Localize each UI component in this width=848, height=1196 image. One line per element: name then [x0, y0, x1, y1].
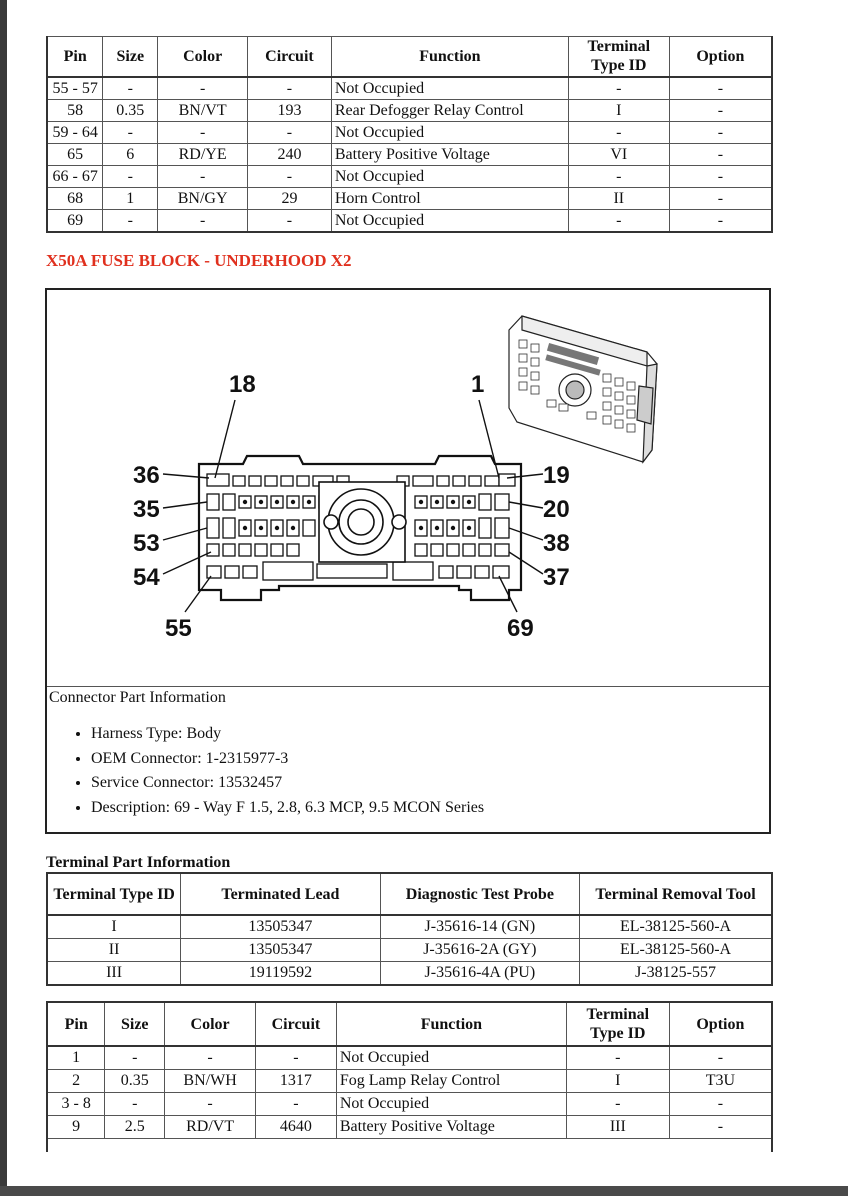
cell-circuit: 193: [248, 99, 332, 121]
list-item: • Service Connector: 13532457: [91, 771, 484, 796]
pin-label-1: 1: [471, 371, 485, 398]
connector-box: [45, 288, 771, 834]
pin-label-36: 36: [133, 462, 160, 489]
pin-label-69: 69: [507, 615, 534, 642]
table-row: [47, 165, 772, 187]
header-circuit: Circuit: [248, 37, 332, 77]
cell-function: Not Occupied: [331, 77, 568, 100]
table-row: [47, 77, 772, 100]
cell-pin: 68: [47, 187, 103, 209]
cell-option: -: [669, 209, 772, 232]
cell-function: Battery Positive Voltage: [336, 1116, 566, 1139]
table-header-row: [47, 1002, 772, 1046]
viewer-left-border: [0, 0, 7, 1196]
cell-circuit: -: [256, 1046, 337, 1070]
table-continuation-left: [46, 1136, 48, 1152]
table-header-row: [47, 873, 772, 915]
cell-removal-tool: EL-38125-560-A: [580, 915, 772, 939]
cell-circuit: -: [248, 165, 332, 187]
table-header-row: [47, 37, 772, 77]
cell-option: -: [669, 1093, 772, 1116]
cell-removal-tool: EL-38125-560-A: [580, 939, 772, 962]
pin-label-38: 38: [543, 530, 570, 557]
cell-pin: 58: [47, 99, 103, 121]
cell-circuit: -: [256, 1093, 337, 1116]
header-terminal-type-id: Terminal Type ID: [566, 1002, 669, 1046]
connector-3d-thumbnail: [509, 316, 657, 462]
header-color: Color: [165, 1002, 256, 1046]
table-row: [47, 143, 772, 165]
cell-function: Not Occupied: [331, 121, 568, 143]
cell-terminal-type: I: [568, 99, 669, 121]
header-terminal-type-id: Terminal Type ID: [568, 37, 669, 77]
cell-size: 0.35: [103, 99, 158, 121]
cell-terminated-lead: 19119592: [181, 962, 380, 986]
header-circuit: Circuit: [256, 1002, 337, 1046]
table-row: [47, 1070, 772, 1093]
cell-option: T3U: [669, 1070, 772, 1093]
cell-test-probe: J-35616-2A (GY): [380, 939, 579, 962]
list-item: • Harness Type: Body: [91, 722, 484, 747]
cell-option: -: [669, 143, 772, 165]
cell-size: 2.5: [105, 1116, 165, 1139]
header-terminal-removal-tool: Terminal Removal Tool: [580, 873, 772, 915]
header-size: Size: [105, 1002, 165, 1046]
cell-size: -: [105, 1093, 165, 1116]
cell-option: -: [669, 1116, 772, 1139]
cell-function: Not Occupied: [336, 1093, 566, 1116]
cell-size: -: [103, 77, 158, 100]
table-row: [47, 121, 772, 143]
cell-color: RD/VT: [165, 1116, 256, 1139]
cell-color: BN/VT: [158, 99, 248, 121]
cell-color: BN/GY: [158, 187, 248, 209]
cell-function: Horn Control: [331, 187, 568, 209]
cell-terminal-type: III: [47, 962, 181, 986]
pin-label-18: 18: [229, 371, 256, 398]
table-continuation-right: [771, 1136, 773, 1152]
cell-size: 1: [103, 187, 158, 209]
table-row: [47, 99, 772, 121]
terminal-info-title: Terminal Part Information: [46, 854, 231, 871]
cell-terminal-type: -: [566, 1093, 669, 1116]
cell-function: Battery Positive Voltage: [331, 143, 568, 165]
section-title: X50A FUSE BLOCK - UNDERHOOD X2: [46, 251, 352, 270]
cell-terminal-type: -: [568, 209, 669, 232]
table-row: [47, 915, 772, 939]
pin-label-19: 19: [543, 462, 570, 489]
header-pin: Pin: [47, 37, 103, 77]
terminal-part-table: [46, 872, 773, 986]
center-boss: [319, 482, 406, 562]
cell-terminated-lead: 13505347: [181, 939, 380, 962]
cell-color: -: [158, 209, 248, 232]
cell-pin: 65: [47, 143, 103, 165]
cell-size: 0.35: [105, 1070, 165, 1093]
cell-color: -: [158, 165, 248, 187]
cell-color: -: [165, 1046, 256, 1070]
connector-info-title: Connector Part Information: [49, 689, 226, 706]
cell-option: -: [669, 121, 772, 143]
cell-size: -: [103, 121, 158, 143]
header-terminal-type-id: Terminal Type ID: [47, 873, 181, 915]
header-size: Size: [103, 37, 158, 77]
pin-label-55: 55: [165, 615, 192, 642]
cell-color: -: [158, 77, 248, 100]
viewer-bottom-border: [0, 1186, 848, 1196]
connector-info-list: [73, 722, 484, 820]
pin-table-bottom: [46, 1001, 773, 1139]
cell-terminal-type: VI: [568, 143, 669, 165]
cell-function: Not Occupied: [331, 165, 568, 187]
header-color: Color: [158, 37, 248, 77]
cell-circuit: 29: [248, 187, 332, 209]
cell-option: -: [669, 187, 772, 209]
list-item: • OEM Connector: 1-2315977-3: [91, 747, 484, 772]
cell-terminated-lead: 13505347: [181, 915, 380, 939]
pin-label-37: 37: [543, 564, 570, 591]
cell-color: RD/YE: [158, 143, 248, 165]
header-diagnostic-test-probe: Diagnostic Test Probe: [380, 873, 579, 915]
cell-size: -: [103, 165, 158, 187]
table-row: [47, 962, 772, 986]
cell-option: -: [669, 1046, 772, 1070]
header-pin: Pin: [47, 1002, 105, 1046]
cell-function: Fog Lamp Relay Control: [336, 1070, 566, 1093]
cell-pin: 1: [47, 1046, 105, 1070]
header-option: Option: [669, 37, 772, 77]
table-row: [47, 1116, 772, 1139]
cell-option: -: [669, 99, 772, 121]
cell-function: Rear Defogger Relay Control: [331, 99, 568, 121]
cell-function: Not Occupied: [336, 1046, 566, 1070]
header-function: Function: [331, 37, 568, 77]
cell-terminal-type: I: [47, 915, 181, 939]
connector-diagram: [47, 290, 769, 686]
cell-pin: 55 - 57: [47, 77, 103, 100]
pin-label-20: 20: [543, 496, 570, 523]
cell-pin: 9: [47, 1116, 105, 1139]
cell-size: -: [103, 209, 158, 232]
cell-size: -: [105, 1046, 165, 1070]
cell-terminal-type: -: [566, 1046, 669, 1070]
table-row: [47, 1046, 772, 1070]
cell-color: -: [158, 121, 248, 143]
cell-terminal-type: II: [568, 187, 669, 209]
cell-pin: 59 - 64: [47, 121, 103, 143]
cell-pin: 66 - 67: [47, 165, 103, 187]
cell-circuit: 4640: [256, 1116, 337, 1139]
header-terminated-lead: Terminated Lead: [181, 873, 380, 915]
cell-function: Not Occupied: [331, 209, 568, 232]
cell-size: 6: [103, 143, 158, 165]
cell-terminal-type: I: [566, 1070, 669, 1093]
table-row: [47, 187, 772, 209]
table-row: [47, 1093, 772, 1116]
cell-pin: 2: [47, 1070, 105, 1093]
cell-terminal-type: III: [566, 1116, 669, 1139]
cell-circuit: -: [248, 77, 332, 100]
cell-pin: 3 - 8: [47, 1093, 105, 1116]
pin-label-54: 54: [133, 564, 160, 591]
cell-color: -: [165, 1093, 256, 1116]
cell-test-probe: J-35616-14 (GN): [380, 915, 579, 939]
table-row: [47, 209, 772, 232]
cell-circuit: 1317: [256, 1070, 337, 1093]
pin-label-53: 53: [133, 530, 160, 557]
cell-test-probe: J-35616-4A (PU): [380, 962, 579, 986]
header-function: Function: [336, 1002, 566, 1046]
cell-pin: 69: [47, 209, 103, 232]
cell-circuit: -: [248, 209, 332, 232]
table-row: [47, 939, 772, 962]
cell-terminal-type: -: [568, 165, 669, 187]
list-item: • Description: 69 - Way F 1.5, 2.8, 6.3 MCP, 9.5 MCON Series: [91, 796, 484, 821]
header-option: Option: [669, 1002, 772, 1046]
cell-color: BN/WH: [165, 1070, 256, 1093]
pin-label-35: 35: [133, 496, 160, 523]
cell-terminal-type: -: [568, 77, 669, 100]
pin-table-top: [46, 36, 773, 233]
cell-terminal-type: II: [47, 939, 181, 962]
cell-option: -: [669, 165, 772, 187]
cell-removal-tool: J-38125-557: [580, 962, 772, 986]
cell-circuit: -: [248, 121, 332, 143]
cell-terminal-type: -: [568, 121, 669, 143]
connector-box-divider: [47, 686, 769, 687]
cell-circuit: 240: [248, 143, 332, 165]
cell-option: -: [669, 77, 772, 100]
